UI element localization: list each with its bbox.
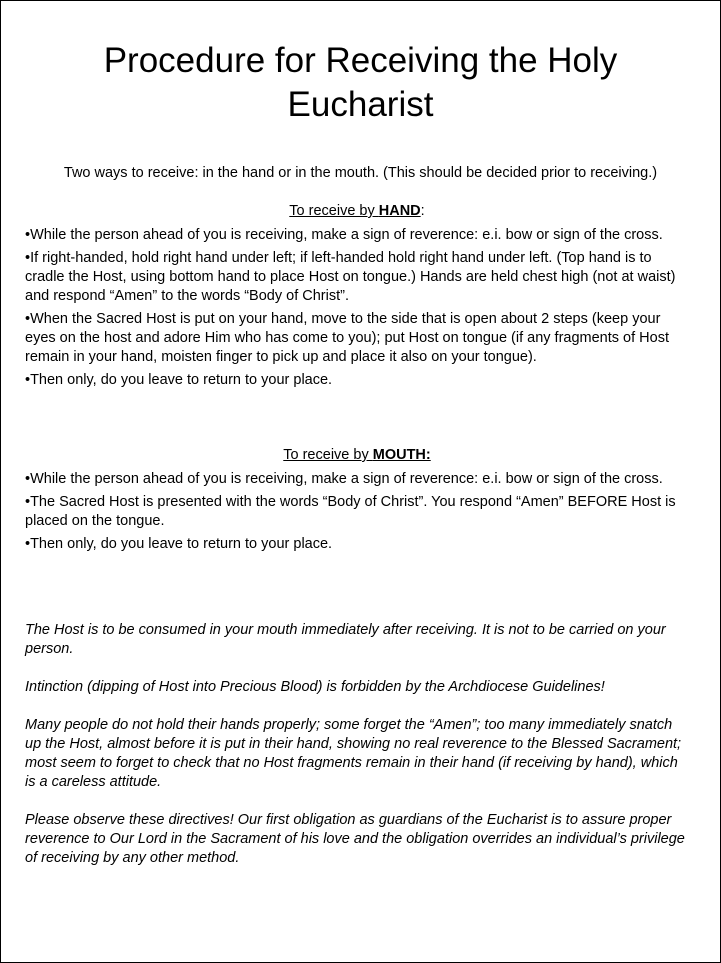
hand-bullet-3: •When the Sacred Host is put on your hand, move to the side that is open about 2 steps (keep your eyes on the host and adore Him who has come to you); put Host on tongue (if any fragments of Host remain in your hand, moisten finger to pick up and place it also on your tongue).	[25, 311, 669, 365]
note-common-errors: Many people do not hold their hands properly; some forget the “Amen”; too many immediately snatch up the Host, almost before it is put in their hand, showing no real reverence to the Blessed Sacrament; most seem to forget to check that no Host fragments remain in their hand (if receiving by hand), which is a careless attitude.	[25, 717, 682, 790]
title-line-2: Eucharist	[287, 85, 434, 124]
title-line-1: Procedure for Receiving the Holy	[103, 41, 618, 80]
note-intinction: Intinction (dipping of Host into Precious Blood) is forbidden by the Archdiocese Guidelines!	[25, 679, 605, 695]
hand-heading-bold: HAND	[378, 203, 421, 219]
hand-heading	[25, 202, 689, 221]
mouth-bullet-3: •Then only, do you leave to return to your place.	[25, 536, 333, 552]
mouth-section	[25, 446, 689, 558]
note-directives: Please observe these directives! Our first obligation as guardians of the Eucharist is to assure proper reverence to Our Lord in the Sacrament of his love and the obligation overrides an individual’s privilege of receiving by any other method.	[25, 812, 685, 866]
mouth-heading	[25, 446, 689, 465]
mouth-heading-bold: MOUTH:	[372, 447, 431, 463]
note-consumption: The Host is to be consumed in your mouth immediately after receiving. It is not to be carried on your person.	[25, 622, 666, 657]
mouth-bullet-2: •The Sacred Host is presented with the words “Body of Christ”. You respond “Amen” BEFORE Host is placed on the tongue.	[25, 494, 676, 529]
mouth-bullet-1: •While the person ahead of you is receiving, make a sign of reverence: e.i. bow or sign of the cross.	[25, 471, 663, 487]
hand-section	[25, 202, 689, 394]
hand-bullet-2: •If right-handed, hold right hand under left; if left-handed hold right hand under left. (Top hand is to cradle the Host, using bottom hand to place Host on tongue.) Hands are held chest high (not at waist) and respond “Amen” to the words “Body of Christ”.	[25, 250, 676, 304]
hand-heading-prefix: To receive by	[289, 203, 379, 219]
hand-bullet-1: •While the person ahead of you is receiving, make a sign of reverence: e.i. bow or sign of the cross.	[25, 227, 663, 243]
hand-bullet-4: •Then only, do you leave to return to your place.	[25, 372, 333, 388]
page-title	[1, 39, 720, 127]
intro-text: Two ways to receive: in the hand or in the mouth. (This should be decided prior to receiving.)	[63, 165, 658, 181]
notes-section	[25, 621, 685, 887]
mouth-heading-prefix: To receive by	[283, 447, 373, 463]
hand-heading-suffix: :	[420, 203, 425, 219]
